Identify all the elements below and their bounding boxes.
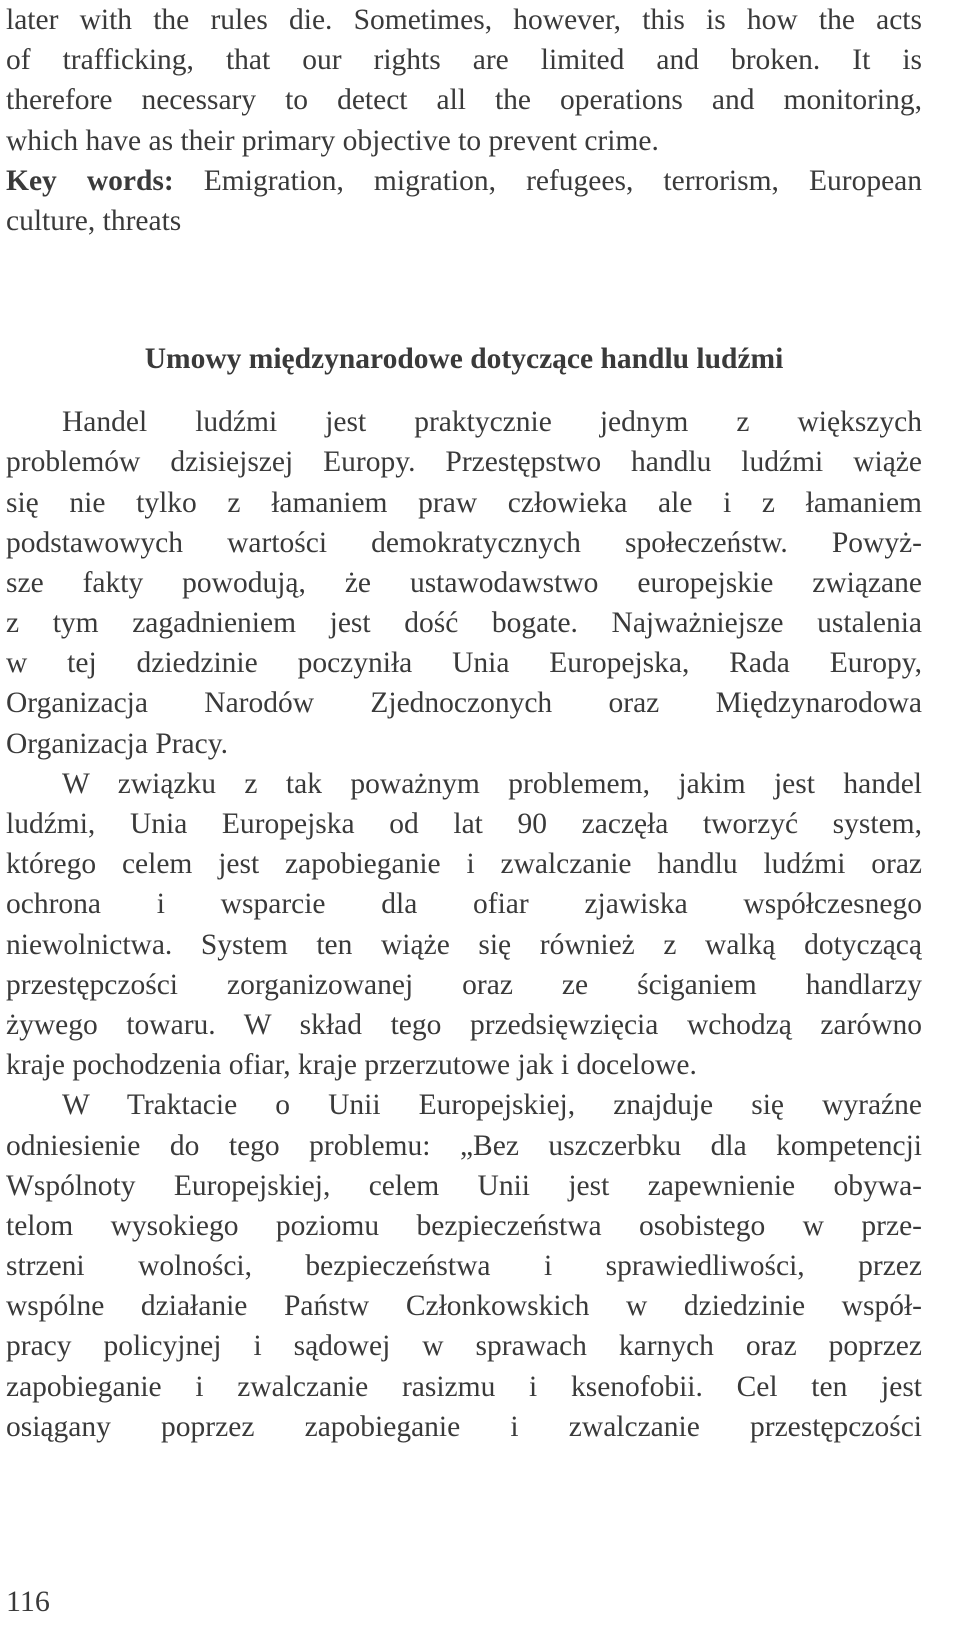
keywords-text: Emigration, migration, refugees, terrorism, European (173, 164, 922, 197)
paragraph-line: Wspólnoty Europejskiej, celem Unii jest zapewnienie obywa- (6, 1169, 922, 1202)
abstract-line: of trafficking, that our rights are limited and broken. It is (6, 44, 922, 77)
paragraph-line: kraje pochodzenia ofiar, kraje przerzutowe jak i docelowe. (6, 1049, 697, 1082)
abstract-line: later with the rules die. Sometimes, however, this is how the acts (6, 4, 922, 36)
paragraph-line: podstawowych wartości demokratycznych społeczeństw. Powyż- (6, 526, 922, 559)
paragraph-line: się nie tylko z łamaniem praw człowieka ale i z łamaniem (6, 486, 922, 519)
paragraph-line: odniesienie do tego problemu: „Bez uszczerbku dla kompetencji (6, 1129, 922, 1162)
paragraph-line: osiągany poprzez zapobieganie i zwalczanie przestępczości (6, 1410, 922, 1443)
paragraph-line: zapobieganie i zwalczanie rasizmu i ksenofobii. Cel ten jest (6, 1370, 922, 1403)
paragraph-line: ludźmi, Unia Europejska od lat 90 zaczęła tworzyć system, (6, 808, 922, 840)
section-heading: Umowy międzynarodowe dotyczące handlu ludźmi (144, 343, 784, 376)
paragraph-line: sze fakty powodują, że ustawodawstwo europejskie związane (6, 566, 922, 599)
paragraph-line: Organizacja Pracy. (6, 727, 228, 760)
paragraph (6, 1085, 922, 1447)
paragraph-line: W Traktacie o Unii Europejskiej, znajduje się wyraźne (62, 1089, 922, 1122)
paragraph-line: żywego towaru. W skład tego przedsięwzięcia wchodzą zarówno (6, 1008, 922, 1041)
paragraph-line: wspólne działanie Państw Członkowskich w dziedzinie współ- (6, 1290, 922, 1323)
paragraph-line: Handel ludźmi jest praktycznie jednym z większych (62, 406, 922, 439)
keywords-line (6, 161, 922, 201)
paragraph-line: z tym zagadnieniem jest dość bogate. Najważniejsze ustalenia (6, 607, 922, 640)
abstract-line: therefore necessary to detect all the operations and monitoring, (6, 84, 922, 117)
paragraph-line: strzeni wolności, bezpieczeństwa i sprawiedliwości, przez (6, 1250, 922, 1283)
paragraph-line: którego celem jest zapobieganie i zwalczanie handlu ludźmi oraz (6, 848, 922, 881)
paragraph-line: Organizacja Narodów Zjednoczonych oraz Międzynarodowa (6, 687, 922, 720)
paragraph-line: W związku z tak poważnym problemem, jakim jest handel (62, 767, 922, 800)
paragraph-line: w tej dziedzinie poczyniła Unia Europejska, Rada Europy, (6, 647, 922, 680)
paragraph-line: niewolnictwa. System ten wiąże się również z walką dotyczącą (6, 928, 922, 961)
paragraph-line: telom wysokiego poziomu bezpieczeństwa osobistego w prze- (6, 1209, 922, 1242)
keywords-block (6, 161, 922, 241)
section-gap (6, 241, 922, 321)
paragraph-line: problemów dzisiejszej Europy. Przestępstwo handlu ludźmi wiąże (6, 446, 922, 479)
paragraph (6, 764, 922, 1086)
paragraph-line: ochrona i wsparcie dla ofiar zjawiska współczesnego (6, 888, 922, 921)
document-page (6, 0, 922, 1447)
page-number: 116 (6, 1585, 50, 1618)
paragraph-line: przestępczości zorganizowanej oraz ze ściganiem handlarzy (6, 968, 922, 1001)
keywords-line: culture, threats (6, 204, 182, 237)
paragraph-line: pracy policyjnej i sądowej w sprawach karnych oraz poprzez (6, 1330, 922, 1363)
abstract-line: which have as their primary objective to prevent crime. (6, 124, 659, 157)
abstract-block (6, 0, 922, 161)
paragraph (6, 402, 922, 764)
keywords-label: Key words: (6, 164, 174, 197)
